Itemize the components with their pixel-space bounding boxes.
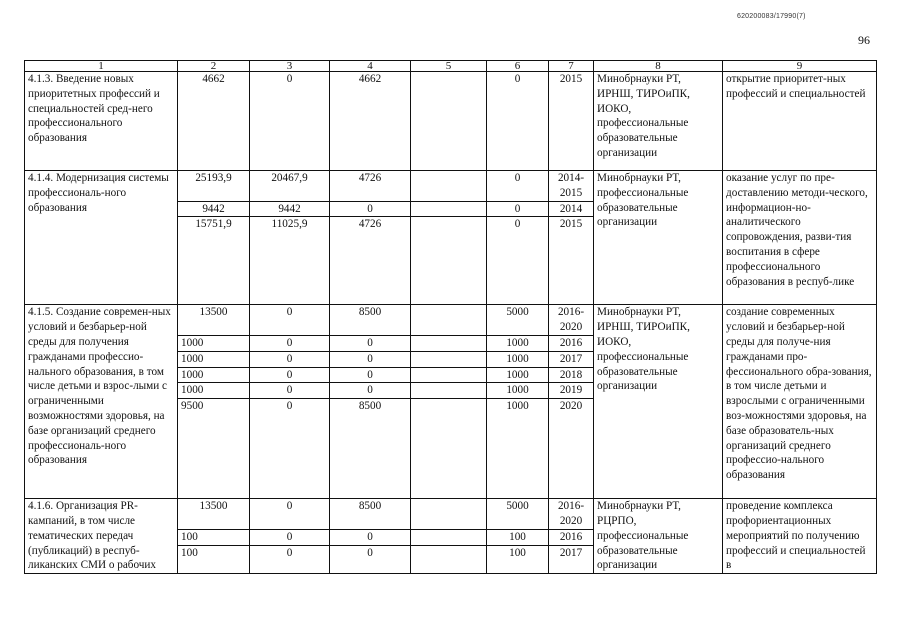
cell-republic: 8500 (330, 499, 411, 530)
cell-republic: 0 (330, 383, 411, 399)
cell-local (411, 217, 487, 305)
cell-republic: 4726 (330, 217, 411, 305)
cell-local (411, 399, 487, 499)
cell-result: создание современных условий и безбарьер-ной среды для получе-ния гражданами про-фессионального обра-зования, в том числе детьми и взрослыми с ограниченными воз-можностями здоровья, на базе образователь-ных организаций среднего профессио-нального образования (723, 305, 877, 499)
cell-federal: 0 (250, 351, 330, 367)
cell-result: открытие приоритет-ных профессий и специальностей (723, 72, 877, 171)
cell-year: 2019 (549, 383, 594, 399)
cell-federal: 9442 (250, 201, 330, 217)
measure-name: 4.1.4. Модернизация системы профессиональ-ного образования (25, 171, 178, 305)
cell-executor: Минобрнауки РТ, профессиональные образовательные организации (594, 171, 723, 305)
column-header: 1 (25, 61, 178, 72)
cell-executor: Минобрнауки РТ, ИРНШ, ТИРОиПК, ИОКО, профессиональные образовательные организации (594, 305, 723, 499)
cell-total: 1000 (178, 383, 250, 399)
cell-local (411, 305, 487, 336)
cell-other: 1000 (487, 367, 549, 383)
cell-other: 1000 (487, 351, 549, 367)
column-header: 2 (178, 61, 250, 72)
cell-republic: 0 (330, 545, 411, 573)
cell-federal: 0 (250, 335, 330, 351)
cell-other: 0 (487, 201, 549, 217)
cell-year: 2020 (549, 399, 594, 499)
cell-republic: 8500 (330, 399, 411, 499)
cell-republic: 4662 (330, 72, 411, 171)
cell-local (411, 171, 487, 202)
cell-republic: 0 (330, 335, 411, 351)
cell-result: проведение комплекса профориентационных мероприятий по получению профессий и специальностей в (723, 499, 877, 574)
cell-year: 2016-2020 (549, 305, 594, 336)
cell-total: 13500 (178, 499, 250, 530)
cell-federal: 0 (250, 545, 330, 573)
cell-federal: 0 (250, 383, 330, 399)
measure-name: 4.1.6. Организация PR-кампаний, в том числе тематических передач (публикаций) в респуб-ликанских СМИ о рабочих (25, 499, 178, 574)
table-row (25, 171, 877, 202)
column-header: 3 (250, 61, 330, 72)
cell-other: 0 (487, 217, 549, 305)
cell-federal: 20467,9 (250, 171, 330, 202)
cell-year: 2016 (549, 335, 594, 351)
table-row (25, 305, 877, 336)
cell-other: 1000 (487, 399, 549, 499)
cell-republic: 0 (330, 530, 411, 546)
cell-other: 1000 (487, 335, 549, 351)
cell-republic: 0 (330, 201, 411, 217)
cell-other: 100 (487, 530, 549, 546)
cell-local (411, 351, 487, 367)
cell-local (411, 530, 487, 546)
cell-year: 2014-2015 (549, 171, 594, 202)
cell-federal: 0 (250, 367, 330, 383)
measures-table (24, 60, 877, 574)
cell-republic: 0 (330, 367, 411, 383)
cell-total: 100 (178, 530, 250, 546)
cell-local (411, 335, 487, 351)
cell-total: 15751,9 (178, 217, 250, 305)
column-header: 8 (594, 61, 723, 72)
column-header: 7 (549, 61, 594, 72)
cell-other: 1000 (487, 383, 549, 399)
cell-republic: 8500 (330, 305, 411, 336)
cell-total: 9500 (178, 399, 250, 499)
measure-name: 4.1.3. Введение новых приоритетных профессий и специальностей сред-него профессионального образования (25, 72, 178, 171)
cell-year: 2018 (549, 367, 594, 383)
cell-local (411, 367, 487, 383)
cell-year: 2015 (549, 217, 594, 305)
column-header: 5 (411, 61, 487, 72)
column-header: 9 (723, 61, 877, 72)
cell-federal: 0 (250, 305, 330, 336)
cell-federal: 11025,9 (250, 217, 330, 305)
cell-year: 2016-2020 (549, 499, 594, 530)
cell-local (411, 499, 487, 530)
cell-other: 5000 (487, 305, 549, 336)
cell-local (411, 383, 487, 399)
cell-total: 1000 (178, 367, 250, 383)
cell-local (411, 201, 487, 217)
cell-executor: Минобрнауки РТ, ИРНШ, ТИРОиПК, ИОКО, профессиональные образовательные организации (594, 72, 723, 171)
cell-result: оказание услуг по пре-доставлению методи-ческого, информацион-но-аналитического сопровождения, разви-тия воспитания в сфере профессионального образования в респуб-лике (723, 171, 877, 305)
cell-year: 2014 (549, 201, 594, 217)
cell-local (411, 72, 487, 171)
cell-year: 2016 (549, 530, 594, 546)
cell-year: 2015 (549, 72, 594, 171)
table-row (25, 72, 877, 171)
cell-total: 13500 (178, 305, 250, 336)
cell-federal: 0 (250, 530, 330, 546)
cell-total: 100 (178, 545, 250, 573)
cell-total: 1000 (178, 351, 250, 367)
cell-federal: 0 (250, 72, 330, 171)
cell-other: 5000 (487, 499, 549, 530)
page-number: 96 (858, 33, 870, 47)
column-header: 4 (330, 61, 411, 72)
table-row (25, 499, 877, 530)
cell-federal: 0 (250, 499, 330, 530)
cell-total: 25193,9 (178, 171, 250, 202)
cell-local (411, 545, 487, 573)
document-number: 620200083/17990(7) (737, 13, 806, 20)
cell-total: 4662 (178, 72, 250, 171)
column-header-row (25, 61, 877, 72)
cell-republic: 0 (330, 351, 411, 367)
cell-other: 0 (487, 171, 549, 202)
cell-year: 2017 (549, 545, 594, 573)
cell-federal: 0 (250, 399, 330, 499)
cell-year: 2017 (549, 351, 594, 367)
cell-total: 1000 (178, 335, 250, 351)
cell-other: 100 (487, 545, 549, 573)
column-header: 6 (487, 61, 549, 72)
measure-name: 4.1.5. Создание современ-ных условий и безбарьер-ной среды для получения гражданами профессио-нального образования, в том числе детьми и взрос-лыми с ограниченными возможностями здоровья, на базе организаций среднего профессиональ-ного образования (25, 305, 178, 499)
cell-total: 9442 (178, 201, 250, 217)
cell-executor: Минобрнауки РТ, РЦРПО, профессиональные образовательные организации (594, 499, 723, 574)
cell-republic: 4726 (330, 171, 411, 202)
cell-other: 0 (487, 72, 549, 171)
